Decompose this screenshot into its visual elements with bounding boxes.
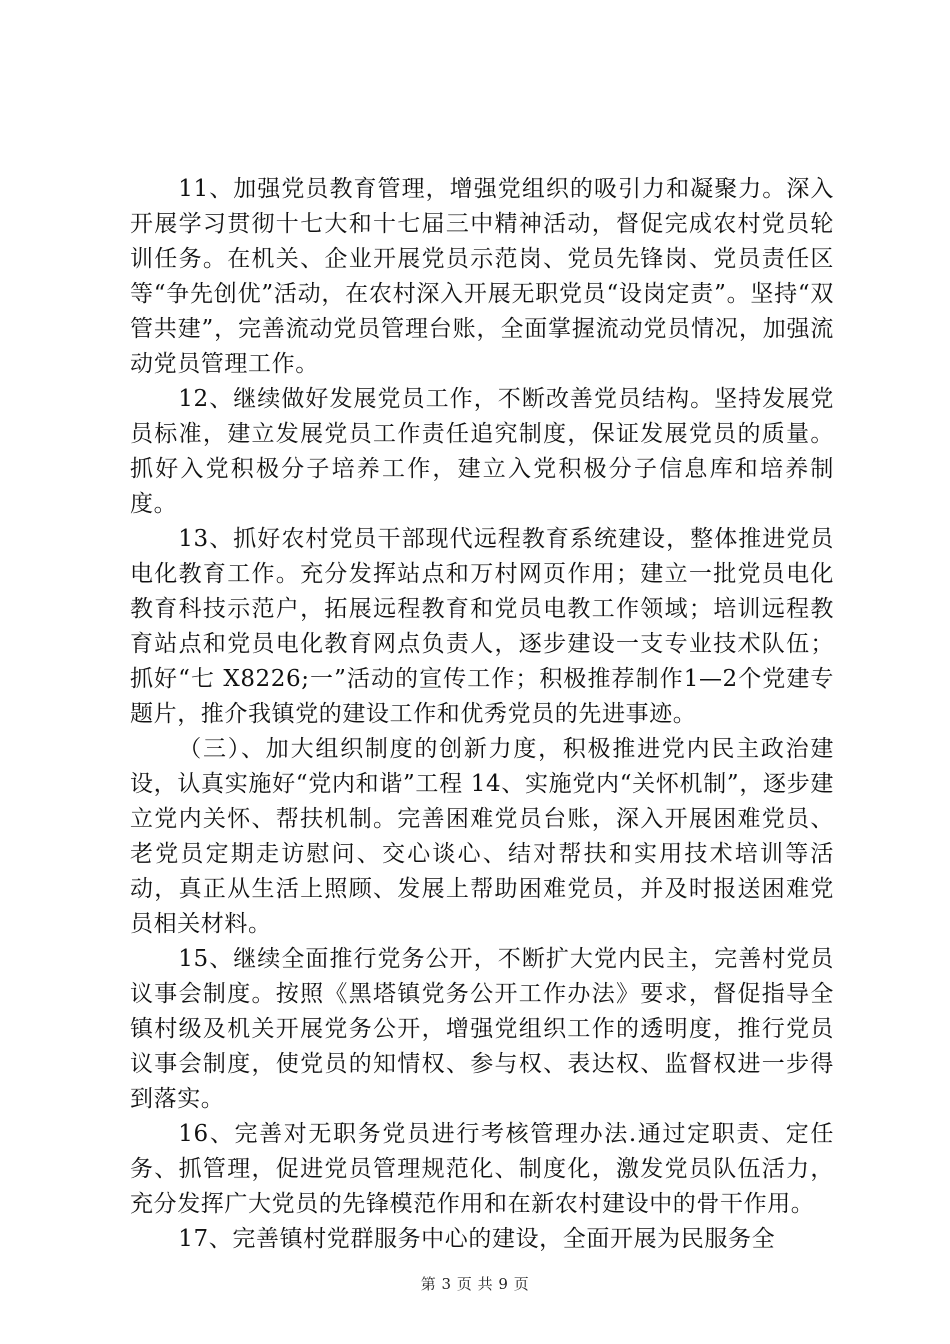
paragraph-section-three: （三）、加大组织制度的创新力度，积极推进党内民主政治建设，认真实施好“党内和谐”工程 14、实施党内“关怀机制”，逐步建立党内关怀、帮扶机制。完善困难党员台账，深入开展困难党员、老党员定期走访慰问、交心谈心、结对帮扶和实用技术培训等活动，真正从生活上照顾、发展上帮助困难党员，并及时报送困难党员相关材料。	[130, 736, 834, 937]
paragraph-11: 11、加强党员教育管理，增强党组织的吸引力和凝聚力。深入开展学习贯彻十七大和十七届三中精神活动，督促完成农村党员轮训任务。在机关、企业开展党员示范岗、党员先锋岗、党员责任区等“争先创优”活动，在农村深入开展无职党员“设岗定责”。坚持“双管共建”，完善流动党员管理台账，全面掌握流动党员情况，加强流动党员管理工作。	[130, 176, 834, 377]
page-number-footer: 第 3 页 共 9 页	[420, 1275, 530, 1293]
paragraph-12: 12、继续做好发展党员工作，不断改善党员结构。坚持发展党员标准，建立发展党员工作责任追究制度，保证发展党员的质量。抓好入党积极分子培养工作，建立入党积极分子信息库和培养制度。	[130, 386, 834, 517]
document-body	[130, 172, 834, 1257]
paragraph-16: 16、完善对无职务党员进行考核管理办法.通过定职责、定任务、抓管理，促进党员管理规范化、制度化，激发党员队伍活力，充分发挥广大党员的先锋模范作用和在新农村建设中的骨干作用。	[130, 1121, 834, 1217]
paragraph-13: 13、抓好农村党员干部现代远程教育系统建设，整体推进党员电化教育工作。充分发挥站点和万村网页作用；建立一批党员电化教育科技示范户，拓展远程教育和党员电教工作领域；培训远程教育站点和党员电化教育网点负责人，逐步建设一支专业技术队伍；抓好“七 X8226;一”活动的宣传工作；积极推荐制作1—2个党建专题片，推介我镇党的建设工作和优秀党员的先进事迹。	[130, 526, 834, 727]
paragraph-15: 15、继续全面推行党务公开，不断扩大党内民主，完善村党员议事会制度。按照《黑塔镇党务公开工作办法》要求，督促指导全镇村级及机关开展党务公开，增强党组织工作的透明度，推行党员议事会制度，使党员的知情权、参与权、表达权、监督权进一步得到落实。	[130, 946, 834, 1112]
paragraph-17: 17、完善镇村党群服务中心的建设，全面开展为民服务全	[178, 1226, 776, 1252]
